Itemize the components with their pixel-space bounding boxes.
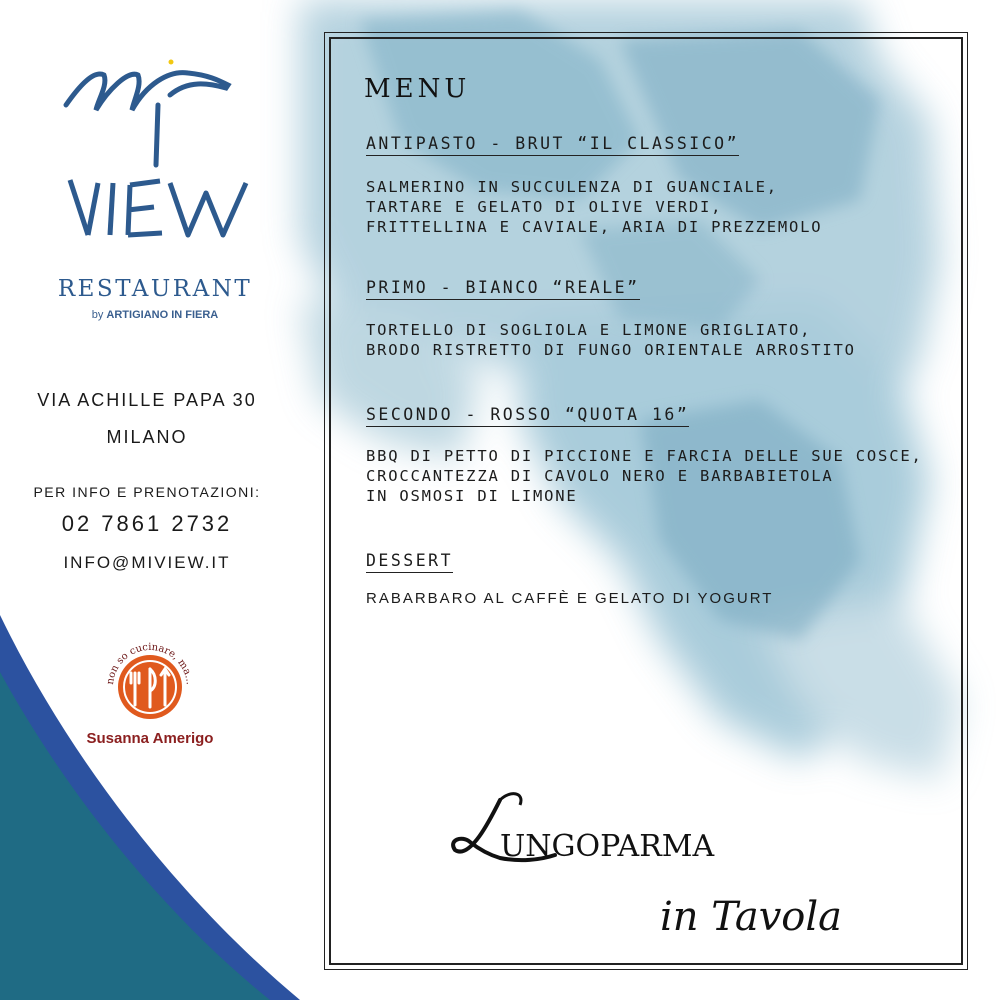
badge-name: Susanna Amerigo bbox=[86, 730, 214, 747]
course-description-primo bbox=[366, 320, 856, 360]
course-description-dessert: RABARBARO AL CAFFÈ E GELATO DI YOGURT bbox=[366, 590, 774, 607]
course-heading-secondo: SECONDO - ROSSO “QUOTA 16” bbox=[366, 405, 689, 427]
byline-prefix: by bbox=[91, 309, 104, 321]
course-heading-antipasto: ANTIPASTO - BRUT “IL CLASSICO” bbox=[366, 134, 739, 156]
course-heading-dessert: DESSERT bbox=[366, 551, 453, 573]
phone-number[interactable]: 02 7861 2732 bbox=[61, 511, 233, 536]
course-description-antipasto bbox=[366, 177, 822, 237]
course-description-secondo bbox=[366, 446, 923, 506]
course-line: TARTARE E GELATO DI OLIVE VERDI, bbox=[366, 198, 723, 216]
left-column bbox=[0, 0, 300, 1000]
menu-title: MENU bbox=[364, 74, 471, 104]
city: MILANO bbox=[106, 427, 188, 447]
course-line: IN OSMOSI DI LIMONE bbox=[366, 487, 578, 505]
mi-view-logo bbox=[58, 55, 258, 245]
restaurant-byline bbox=[0, 309, 310, 321]
badge-arc-text: non so cucinare, ma... bbox=[104, 641, 195, 686]
restaurant-name: RESTAURANT bbox=[57, 276, 253, 302]
course-line: TORTELLO DI SOGLIOLA E LIMONE GRIGLIATO, bbox=[366, 321, 812, 339]
course-line: BRODO RISTRETTO DI FUNGO ORIENTALE ARROSTITO bbox=[366, 341, 856, 359]
signature-main: UNGOPARMA bbox=[500, 829, 715, 864]
signature-script: in Tavola bbox=[660, 894, 843, 940]
byline-name: ARTIGIANO IN FIERA bbox=[106, 309, 219, 321]
course-line: BBQ DI PETTO DI PICCIONE E FARCIA DELLE SUE COSCE, bbox=[366, 447, 923, 465]
course-line: CROCCANTEZZA DI CAVOLO NERO E BARBABIETOLA bbox=[366, 467, 834, 485]
course-line: FRITTELLINA E CAVIALE, ARIA DI PREZZEMOLO bbox=[366, 218, 823, 236]
course-line: SALMERINO IN SUCCULENZA DI GUANCIALE, bbox=[366, 178, 778, 196]
non-so-cucinare-badge bbox=[95, 635, 205, 725]
lungoparma-signature bbox=[440, 780, 860, 950]
course-heading-primo: PRIMO - BIANCO “REALE” bbox=[366, 278, 640, 300]
email-address[interactable]: INFO@MIVIEW.IT bbox=[63, 553, 231, 572]
info-label: PER INFO E PRENOTAZIONI: bbox=[33, 484, 261, 500]
address: VIA ACHILLE PAPA 30 bbox=[37, 390, 257, 410]
